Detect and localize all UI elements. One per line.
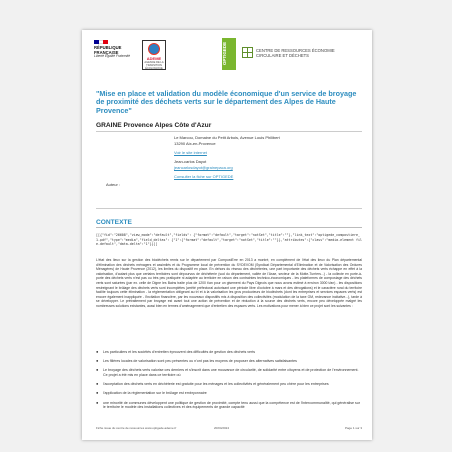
republique-label: RÉPUBLIQUE FRANÇAISE <box>94 45 122 55</box>
resource-center-icon <box>242 47 253 58</box>
list-item: ● Le broyage des déchets verts valorise ces derniers et s'inscrit dans une mouvance de circularité, de solidarité entre citoyens et de protection de l'environnement. Ce projet a été mis en place dans ce territoire où <box>96 367 359 377</box>
motivation-list <box>96 350 362 414</box>
bullet-icon: ● <box>96 358 99 364</box>
optigede-label: OPTIGEDE <box>222 41 228 66</box>
section-divider <box>96 227 362 228</box>
document-title: "Mise en place et validation du modèle économique d'un service de broyage de proximité des déchets verts sur le département des Alpes de Haute Provence" <box>96 89 357 115</box>
resource-center-label <box>256 48 356 58</box>
list-item: ● une minorité de communes développent une politique de gestion de proximité, compte tenu aussi que la compétence est de l'intercommunalité, qui généralise sur le territoire le modèle des installations collectives et des équipements de grande capacité <box>96 399 360 410</box>
contact-info-block <box>96 131 362 209</box>
section-title-contexte: CONTEXTE <box>96 219 132 226</box>
header-logos <box>90 38 364 72</box>
footer-date: 20/04/2024 <box>214 426 230 430</box>
ademe-name: ADEME <box>146 56 162 61</box>
list-item: ● l'application de la réglementation sur le brûlage est embryonnaire <box>96 390 207 396</box>
ademe-logo <box>142 40 166 70</box>
ademe-subtitle: AGENCE DE LA TRANSITION ÉCOLOGIQUE <box>144 61 164 70</box>
list-item: ● l'acceptation des déchets verts en déchèterie est gratuite pour les ménages et les collectivités et généralement peu chère pour les entreprises <box>96 381 329 387</box>
list-item: ● Les filières locales de valorisation sont peu présentes ou n'ont pas les moyens de proposer des alternatives satisfaisantes <box>96 358 297 364</box>
footer-page-number: Page 1 sur 3 <box>344 426 362 430</box>
author-label: Auteur : <box>106 182 121 187</box>
document-page <box>82 30 372 440</box>
address-line-1: Le Marcou, Domaine du Petit Arbois, Avenue Louis Philibert <box>174 135 280 140</box>
crc-line-1: CENTRE DE RESSOURCES ÉCONOMIE <box>256 48 335 53</box>
optigede-logo <box>222 38 236 70</box>
bullet-icon: ● <box>96 399 99 405</box>
ademe-emblem-icon <box>148 43 160 55</box>
bullet-icon: ● <box>96 349 99 354</box>
crc-line-2: CIRCULAIRE ET DÉCHETS <box>256 53 309 58</box>
website-link[interactable]: Voir le site internet <box>174 150 207 155</box>
embedded-media-code: [[{"fid":"26608","view_mode":"default","fields": {"format":"default","target":"notSet","title":""},"link_text":"optigede_compostiere_1.pdf","type":"media","field_deltas": {"1":{"format":"default","target":"notSet","title":""}},"attributes":{"class":"media-element file-default","data-delta":"1"}}]] <box>96 233 362 247</box>
contact-email-link[interactable]: jeancarlosdayot@grainepaca.org <box>174 165 233 170</box>
motto-label: Liberté Égalité Fraternité <box>94 54 131 59</box>
bullet-icon: ● <box>96 381 99 387</box>
republique-francaise-logo <box>94 40 138 59</box>
context-paragraph: L'état des lieux sur la gestion des biodéchets remis sur le département par CompostErre en 2013 a montré, en complément de l'état des lieux du Plan départemental d'élimination des déchets ménagers et assimilés et du Programme local de prévention du SYDEVOM (Syndicat Départemental d'Elimination et de Valorisation des Ordures Ménagères) de Haute Provence (2012), les limites du dispositif en place. En dehors du réseau des déchèteries, une part importante des déchets verts échappe en effet à la valorisation, d'autant plus que certains territoires sont dépourvus de déchèterie (sud du département, vallée de l'Asse, secteur de la Motte-Turriers...) - la collecte en porte-à-porte des déchets verts n'est pas ou très peu pratiquée ni adaptée au territoire en raison des contraintes technico-économiques - les plateformes de compostage des déchets verts sont saturées (par ex. celle de Digne les Bains traite plus de 1200 t/an pour un gisement du Pays Dignois que nous avons estimé à environ 3000 t/an) - les dispositions restreignant le brûlage des déchets verts sont incomplètes (arrêté préfectoral autorisant une période libre d'octobre à mars et des dérogations) et le caractère rural du territoire facilite toujours cette élimination - la réglementation obligeant au tri et à la valorisation les gros producteurs de biodéchets (dont les entreprises et services espaces verts) est encore également inappliquée - l'incitation financière, par les nouveaux dispositifs mis à disposition des collectivités (modulation de la taxe OM, redevance incitative...), tarde à se développer. Le prétraitement par broyage est avant tout une action de prévention et de réduction à la source des déchets verts, encore peu développée malgré les nombreuses solutions existantes, aussi bien en termes d'aménagement que d'entretien des espaces verts. Les motivations pour mener à bien ce projet sont les suivantes : <box>96 258 362 308</box>
footer-source: Fiche issue du centre de ressources www.optigede.ademe.fr <box>96 426 177 430</box>
optigede-sheet-link[interactable]: Consulter la fiche sur OPTIGEDE <box>174 174 234 179</box>
french-flag-icon <box>94 40 108 44</box>
address-line-2: 13290 Aix-en-Provence <box>174 141 216 146</box>
bullet-icon: ● <box>96 367 99 373</box>
list-item: ● Les particuliers et les sociétés d'entretien éprouvent des difficultés de gestion des déchets verts <box>96 349 256 354</box>
contact-details <box>174 135 324 180</box>
bullet-icon: ● <box>96 390 99 396</box>
contact-name: Jean-carlos Dayot <box>174 159 207 164</box>
organization-name: GRAINE Provence Alpes Côte d'Azur <box>96 122 212 129</box>
